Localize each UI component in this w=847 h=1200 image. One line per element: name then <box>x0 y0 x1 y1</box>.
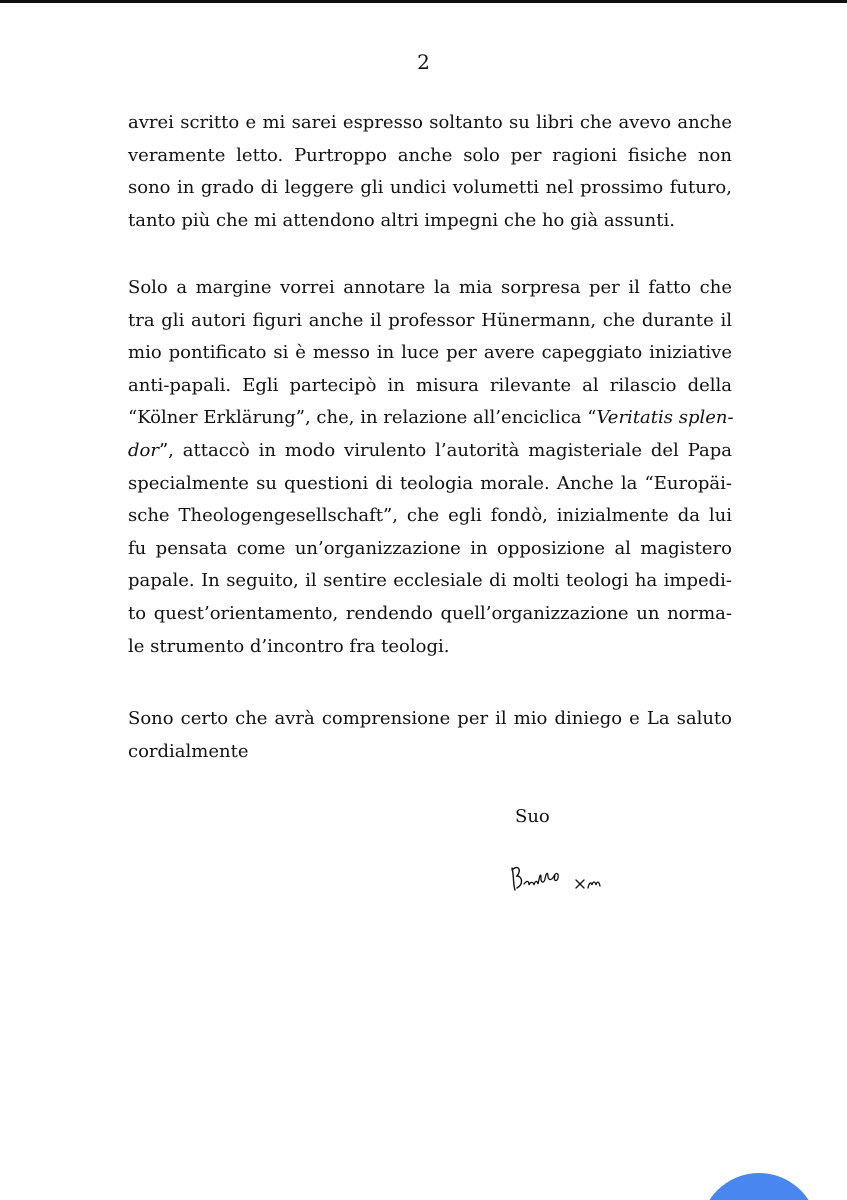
italic-title: dor <box>128 439 159 461</box>
text-line: tanto più che mi attendono altri impegni che ho già assunti. <box>128 209 675 231</box>
text-line: anti-papali. Egli partecipò in misura rilevante al rilascio della <box>128 374 732 396</box>
text-line: veramente letto. Purtroppo anche solo per ragioni fisiche non <box>128 144 732 166</box>
text-segment: ”, attaccò in modo virulento l’autorità magisteriale del Papa <box>158 439 732 461</box>
text-line: avrei scritto e mi sarei espresso soltanto su libri che avevo anche <box>128 112 732 133</box>
text-line: sono in grado di leggere gli undici volumetti nel prossimo futuro, <box>128 177 732 199</box>
text-line: tra gli autori figuri anche il professor Hünermann, che durante il <box>128 309 732 331</box>
text-line: Solo a margine vorrei annotare la mia sorpresa per il fatto che <box>128 277 732 298</box>
paragraph-2 <box>128 272 732 663</box>
italic-title: Veritatis splen- <box>596 407 734 429</box>
text-line <box>128 402 732 435</box>
closing-word: Suo <box>515 806 550 827</box>
floating-action-button[interactable] <box>700 1173 818 1200</box>
text-line <box>128 435 732 468</box>
paragraph-3 <box>128 703 732 768</box>
text-line: cordialmente <box>128 740 249 762</box>
text-line: specialmente su questioni di teologia morale. Anche la “Europäi- <box>128 472 732 494</box>
signature <box>508 858 608 894</box>
text-line: to quest’orientamento, rendendo quell’organizzazione un norma- <box>128 602 732 624</box>
text-segment: “Kölner Erklärung”, che, in relazione all’enciclica “ <box>128 407 597 429</box>
text-line: sche Theologengesellschaft”, che egli fondò, inizialmente da lui <box>128 505 732 527</box>
text-line: fu pensata come un’organizzazione in opposizione al magistero <box>128 537 732 559</box>
text-line: papale. In seguito, il sentire ecclesiale di molti teologi ha impedi- <box>128 570 732 592</box>
text-line: mio pontificato si è messo in luce per avere capeggiato iniziative <box>128 342 732 364</box>
text-line: Sono certo che avrà comprensione per il mio diniego e La saluto <box>128 708 732 729</box>
page-number: 2 <box>417 50 430 74</box>
paragraph-1 <box>128 107 732 237</box>
text-line: le strumento d’incontro fra teologi. <box>128 635 450 657</box>
top-border <box>0 0 847 3</box>
